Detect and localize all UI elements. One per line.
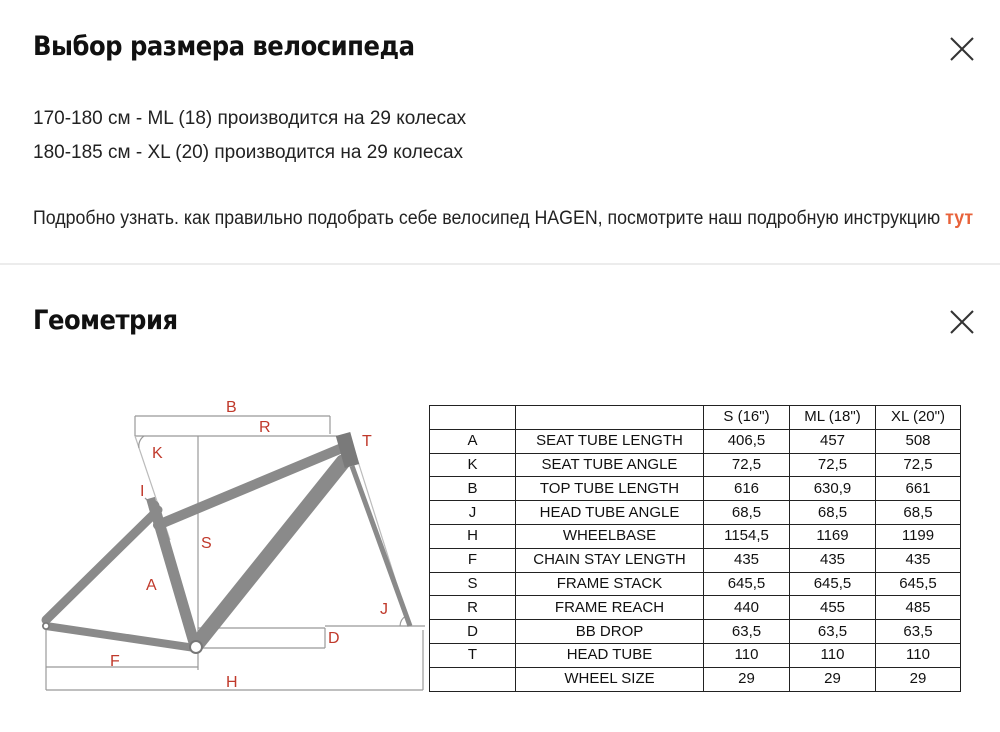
cell-name: FRAME REACH bbox=[516, 596, 704, 620]
cell-xl: 29 bbox=[876, 667, 961, 691]
instruction-text bbox=[33, 208, 973, 230]
cell-xl: 68,5 bbox=[876, 501, 961, 525]
close-icon bbox=[948, 35, 976, 63]
cell-s: 645,5 bbox=[704, 572, 790, 596]
cell-ml: 110 bbox=[790, 643, 876, 667]
geometry-section-close-button[interactable] bbox=[948, 308, 976, 336]
table-row bbox=[430, 596, 961, 620]
cell-xl: 435 bbox=[876, 548, 961, 572]
instruction-text-body: Подробно узнать. как правильно подобрать себе велосипед HAGEN, посмотрите наш подробную инструкцию bbox=[33, 208, 941, 229]
table-row bbox=[430, 620, 961, 644]
cell-s: 1154,5 bbox=[704, 524, 790, 548]
cell-ml: 29 bbox=[790, 667, 876, 691]
cell-ml: 72,5 bbox=[790, 453, 876, 477]
cell-xl: 485 bbox=[876, 596, 961, 620]
cell-name: SEAT TUBE LENGTH bbox=[516, 429, 704, 453]
cell-name: SEAT TUBE ANGLE bbox=[516, 453, 704, 477]
table-row bbox=[430, 501, 961, 525]
header-code bbox=[430, 406, 516, 430]
cell-ml: 1169 bbox=[790, 524, 876, 548]
size-line-ml: 170-180 см - ML (18) производится на 29 колесах bbox=[33, 108, 467, 129]
cell-name: WHEEL SIZE bbox=[516, 667, 704, 691]
label-b: B bbox=[226, 399, 237, 416]
size-section-title: Выбор размера велосипеда bbox=[33, 31, 415, 62]
table-row bbox=[430, 643, 961, 667]
cell-code: A bbox=[430, 429, 516, 453]
cell-ml: 63,5 bbox=[790, 620, 876, 644]
geometry-section-title: Геометрия bbox=[33, 305, 178, 336]
label-i: I bbox=[140, 483, 145, 500]
label-k: K bbox=[152, 445, 163, 462]
header-size-s: S (16") bbox=[704, 406, 790, 430]
size-line-xl: 180-185 см - XL (20) производится на 29 колесах bbox=[33, 142, 464, 163]
cell-s: 616 bbox=[704, 477, 790, 501]
cell-s: 110 bbox=[704, 643, 790, 667]
table-row bbox=[430, 548, 961, 572]
cell-code: S bbox=[430, 572, 516, 596]
label-a: A bbox=[146, 577, 157, 594]
cell-ml: 645,5 bbox=[790, 572, 876, 596]
table-row bbox=[430, 572, 961, 596]
header-size-xl: XL (20") bbox=[876, 406, 961, 430]
cell-xl: 72,5 bbox=[876, 453, 961, 477]
close-icon bbox=[948, 308, 976, 336]
cell-code: B bbox=[430, 477, 516, 501]
cell-code bbox=[430, 667, 516, 691]
cell-name: WHEELBASE bbox=[516, 524, 704, 548]
cell-code: J bbox=[430, 501, 516, 525]
cell-ml: 435 bbox=[790, 548, 876, 572]
cell-xl: 508 bbox=[876, 429, 961, 453]
label-s: S bbox=[201, 535, 212, 552]
bike-frame bbox=[43, 434, 410, 653]
label-h: H bbox=[226, 674, 238, 691]
header-size-ml: ML (18") bbox=[790, 406, 876, 430]
cell-xl: 661 bbox=[876, 477, 961, 501]
table-row bbox=[430, 429, 961, 453]
cell-code: D bbox=[430, 620, 516, 644]
cell-ml: 630,9 bbox=[790, 477, 876, 501]
cell-code: T bbox=[430, 643, 516, 667]
cell-s: 435 bbox=[704, 548, 790, 572]
label-d: D bbox=[328, 630, 340, 647]
cell-name: HEAD TUBE bbox=[516, 643, 704, 667]
dimension-lines bbox=[46, 416, 425, 690]
bike-geometry-diagram bbox=[30, 390, 430, 700]
cell-code: R bbox=[430, 596, 516, 620]
cell-ml: 455 bbox=[790, 596, 876, 620]
size-section-close-button[interactable] bbox=[948, 35, 976, 63]
instruction-link[interactable]: тут bbox=[945, 208, 974, 229]
label-j: J bbox=[380, 601, 388, 618]
cell-s: 72,5 bbox=[704, 453, 790, 477]
cell-name: HEAD TUBE ANGLE bbox=[516, 501, 704, 525]
cell-s: 63,5 bbox=[704, 620, 790, 644]
cell-s: 406,5 bbox=[704, 429, 790, 453]
cell-name: TOP TUBE LENGTH bbox=[516, 477, 704, 501]
cell-xl: 110 bbox=[876, 643, 961, 667]
table-row bbox=[430, 667, 961, 691]
cell-s: 29 bbox=[704, 667, 790, 691]
label-r: R bbox=[259, 419, 271, 436]
cell-name: CHAIN STAY LENGTH bbox=[516, 548, 704, 572]
geometry-table bbox=[429, 405, 961, 692]
table-header-row bbox=[430, 406, 961, 430]
cell-code: H bbox=[430, 524, 516, 548]
table-row bbox=[430, 524, 961, 548]
cell-ml: 68,5 bbox=[790, 501, 876, 525]
label-t: T bbox=[362, 433, 372, 450]
label-f: F bbox=[110, 653, 120, 670]
cell-s: 68,5 bbox=[704, 501, 790, 525]
cell-xl: 1199 bbox=[876, 524, 961, 548]
section-divider bbox=[0, 263, 1000, 265]
cell-s: 440 bbox=[704, 596, 790, 620]
cell-code: F bbox=[430, 548, 516, 572]
table-row bbox=[430, 453, 961, 477]
cell-code: K bbox=[430, 453, 516, 477]
cell-ml: 457 bbox=[790, 429, 876, 453]
cell-name: FRAME STACK bbox=[516, 572, 704, 596]
table-row bbox=[430, 477, 961, 501]
cell-xl: 645,5 bbox=[876, 572, 961, 596]
header-name bbox=[516, 406, 704, 430]
cell-xl: 63,5 bbox=[876, 620, 961, 644]
cell-name: BB DROP bbox=[516, 620, 704, 644]
